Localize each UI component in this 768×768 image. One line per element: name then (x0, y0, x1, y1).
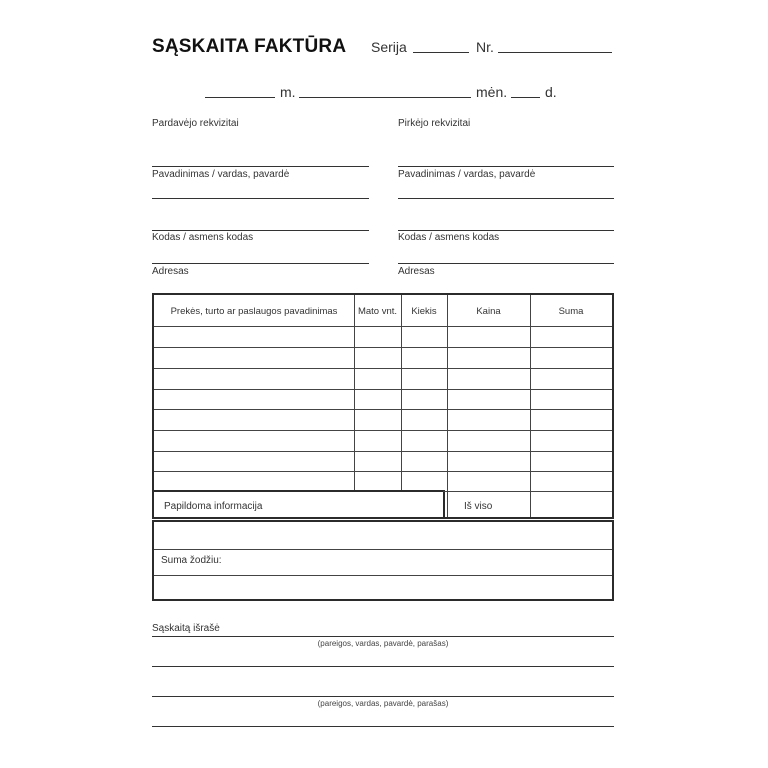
items-table (152, 293, 614, 519)
col-divider (447, 295, 448, 517)
seller-code-label: Kodas / asmens kodas (152, 232, 254, 243)
buyer-line-2[interactable] (398, 198, 614, 199)
sum-words-label: Suma žodžiu: (161, 555, 222, 566)
nr-label: Nr. (476, 39, 494, 55)
col-header-qty: Kiekis (411, 306, 437, 317)
signature-line[interactable] (152, 726, 614, 727)
issued-by-label: Sąskaitą išrašė (152, 623, 220, 634)
col-divider (354, 295, 355, 491)
buyer-code-label: Kodas / asmens kodas (398, 232, 500, 243)
col-header-sum: Suma (558, 306, 584, 317)
sum-words-box (152, 520, 614, 601)
total-top-border (443, 491, 612, 492)
buyer-line-1[interactable] (398, 166, 614, 167)
day-field[interactable] (511, 97, 540, 98)
serija-label: Serija (371, 39, 407, 55)
serija-field[interactable] (413, 52, 469, 53)
received-by-line[interactable] (152, 696, 614, 697)
col-divider (530, 295, 531, 517)
seller-line-2[interactable] (152, 198, 369, 199)
buyer-line-3[interactable] (398, 230, 614, 231)
year-field[interactable] (205, 97, 275, 98)
seller-line-4[interactable] (152, 263, 369, 264)
month-label: mėn. (476, 84, 508, 100)
col-header-price: Kaina (476, 306, 501, 317)
issued-by-line[interactable] (152, 636, 614, 637)
row-divider (154, 451, 612, 452)
signature-line[interactable] (152, 666, 614, 667)
col-header-name: Prekės, turto ar paslaugos pavadinimas (170, 306, 338, 317)
day-label: d. (545, 84, 557, 100)
col-header-unit: Mato vnt. (357, 306, 398, 317)
row-divider (154, 575, 612, 576)
nr-field[interactable] (498, 52, 612, 53)
seller-address-label: Adresas (152, 266, 189, 277)
row-divider (154, 389, 612, 390)
row-divider (154, 368, 612, 369)
buyer-heading: Pirkėjo rekvizitai (398, 118, 471, 129)
seller-line-3[interactable] (152, 230, 369, 231)
row-divider (154, 549, 612, 550)
row-divider (154, 430, 612, 431)
signature-hint: (pareigos, vardas, pavardė, parašas) (317, 639, 449, 648)
document-title: SĄSKAITA FAKTŪRA (152, 36, 347, 57)
seller-heading: Pardavėjo rekvizitai (152, 118, 239, 129)
row-divider (154, 471, 612, 472)
year-label: m. (280, 84, 296, 100)
info-top-border (154, 490, 445, 492)
buyer-line-4[interactable] (398, 263, 614, 264)
seller-name-label: Pavadinimas / vardas, pavardė (152, 169, 290, 180)
buyer-name-label: Pavadinimas / vardas, pavardė (398, 169, 536, 180)
col-divider (401, 295, 402, 491)
additional-info-label: Papildoma informacija (164, 501, 263, 512)
total-label: Iš viso (464, 501, 493, 512)
row-divider (154, 409, 612, 410)
seller-line-1[interactable] (152, 166, 369, 167)
row-divider (154, 326, 612, 327)
signature-hint: (pareigos, vardas, pavardė, parašas) (317, 699, 449, 708)
buyer-address-label: Adresas (398, 266, 435, 277)
info-right-border (443, 490, 445, 517)
row-divider (154, 347, 612, 348)
month-field[interactable] (299, 97, 471, 98)
